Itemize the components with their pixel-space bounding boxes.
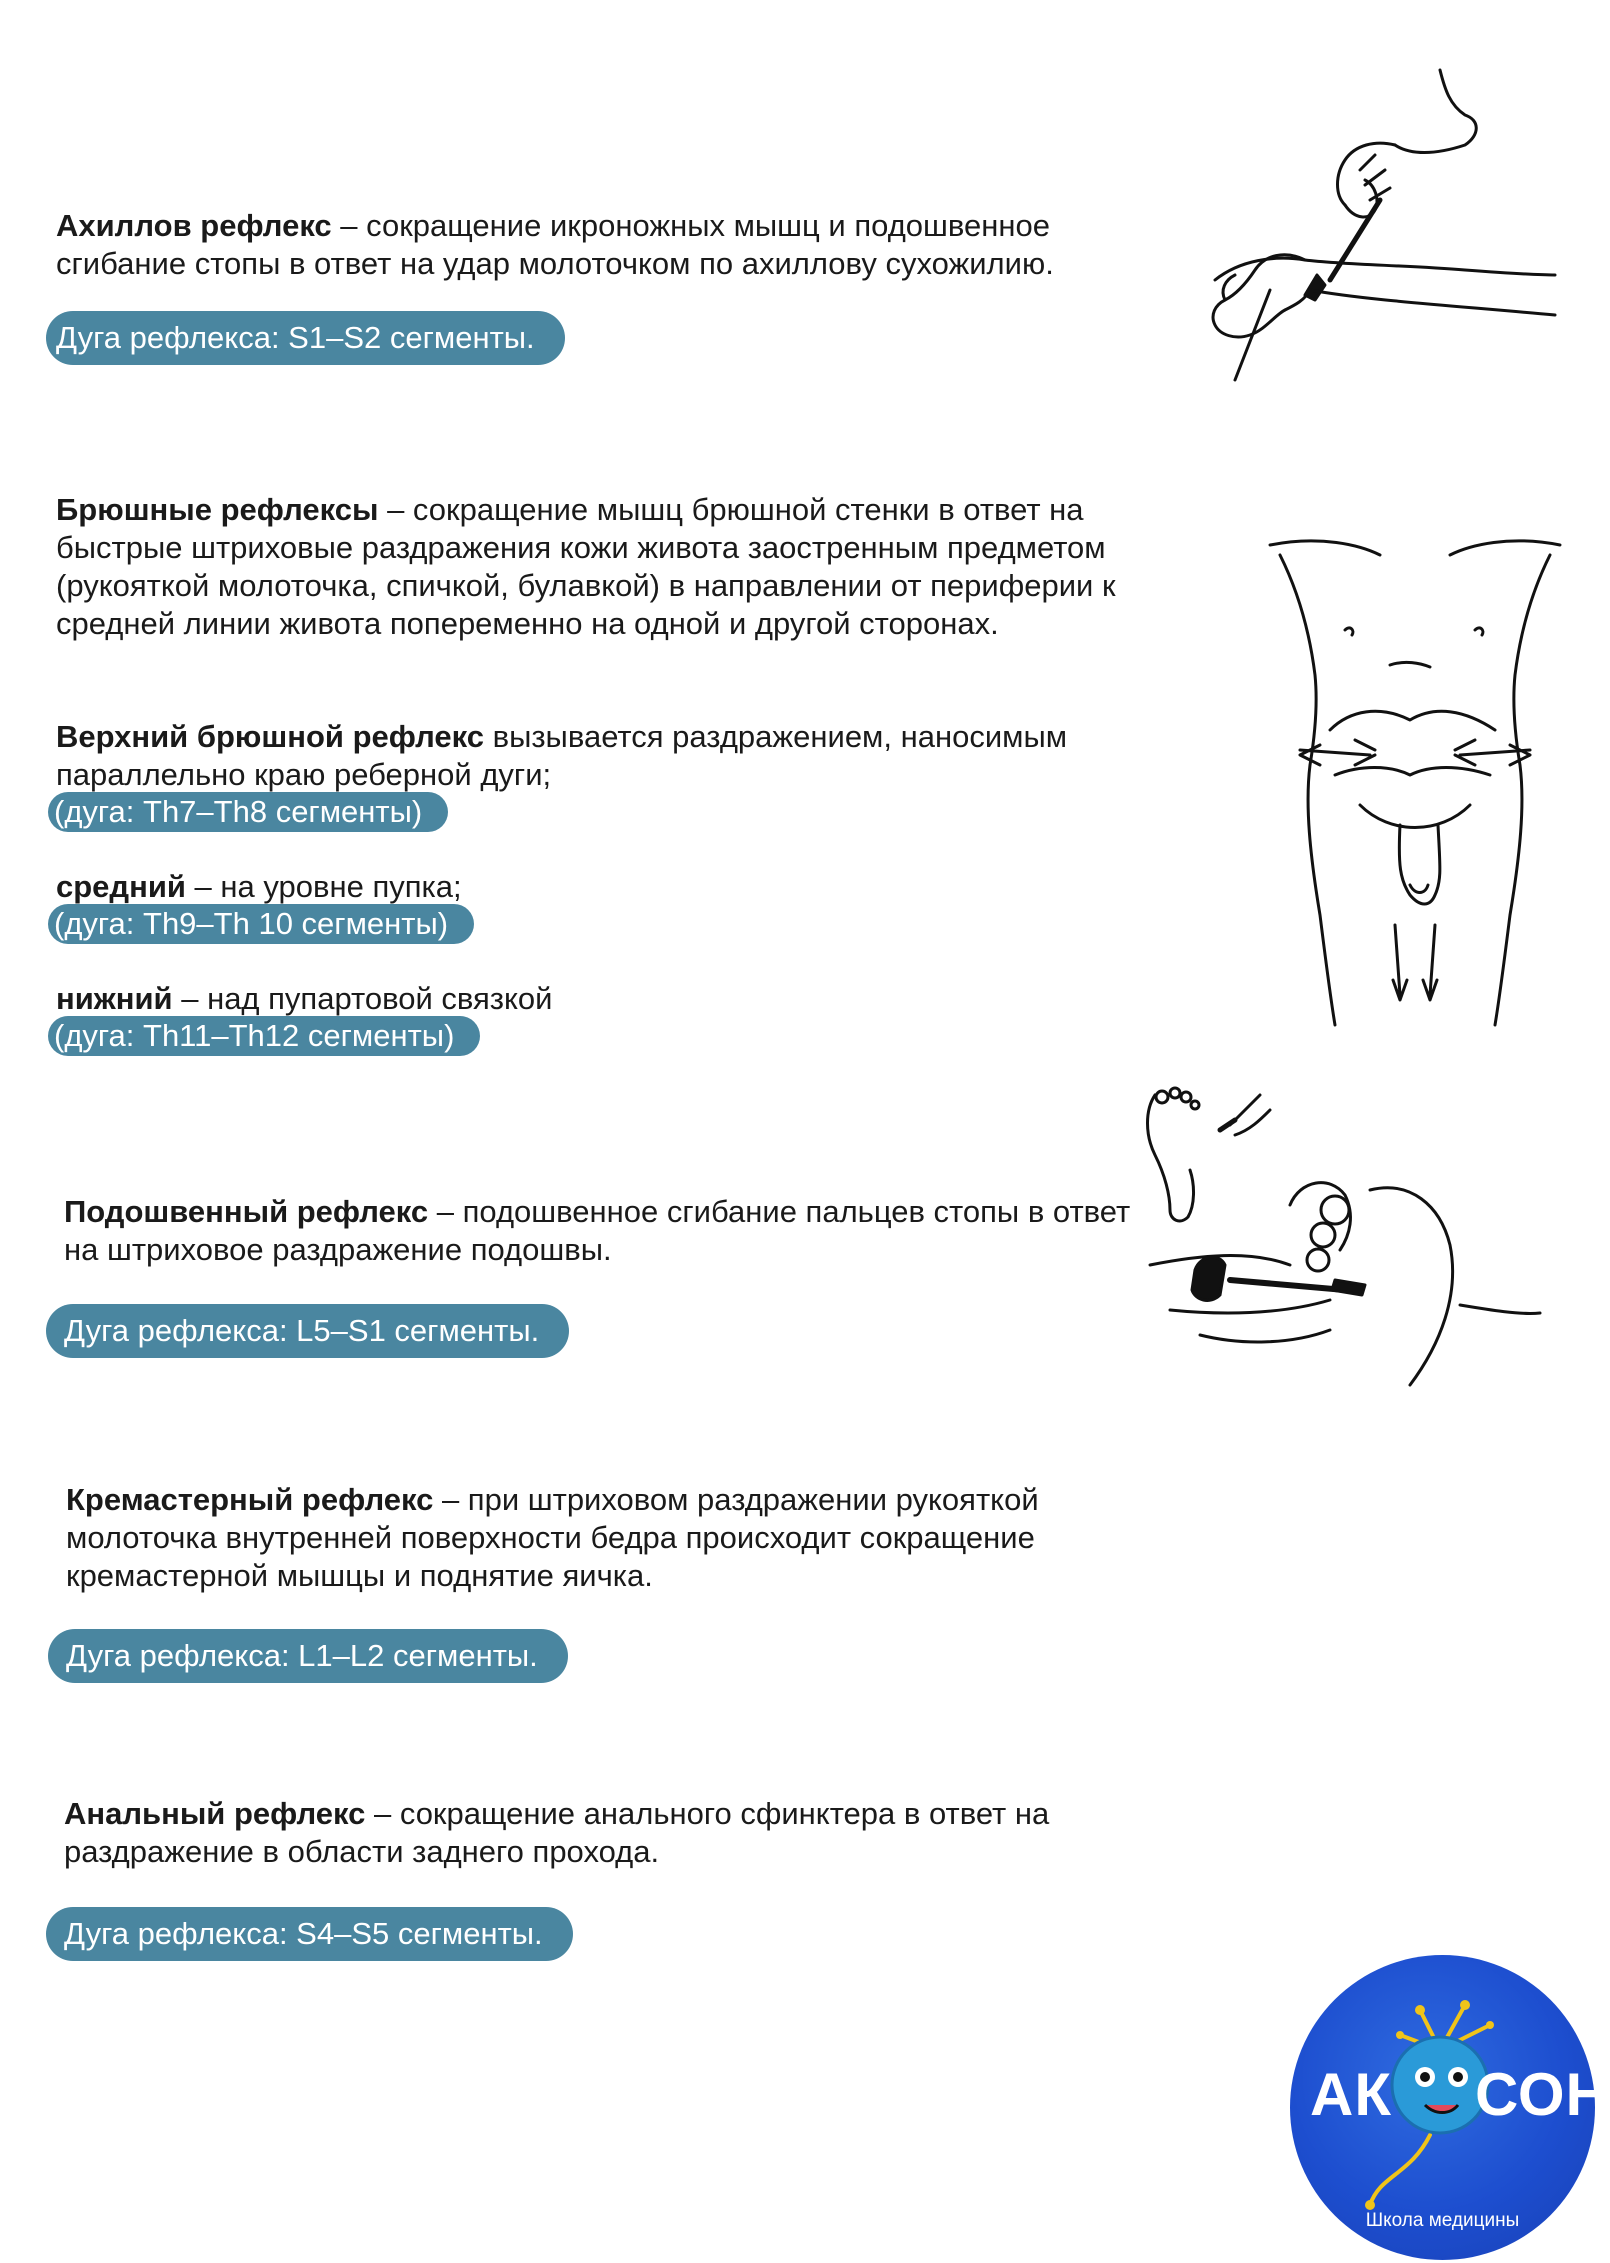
plantar-term: Подошвенный рефлекс — [64, 1194, 429, 1229]
lower-abdominal-description — [56, 980, 1146, 1018]
lower-abdominal-text: – над пупартовой связкой — [172, 981, 553, 1016]
cremaster-description — [66, 1481, 1146, 1595]
upper-abdominal-term: Верхний брюшной рефлекс — [56, 719, 484, 754]
upper-abdominal-text: вызывается раздражением, наносимым параллельно краю реберной дуги; — [56, 719, 1068, 792]
plantar-arc-badge: Дуга рефлекса: L5–S1 сегменты. — [46, 1304, 569, 1358]
lower-abdominal-term: нижний — [56, 981, 173, 1016]
logo-tagline: Школа медицины — [1365, 2210, 1520, 2231]
upper-abdominal-arc-badge: (дуга: Th7–Th8 сегменты) — [48, 792, 448, 832]
logo-word-right: СОН — [1475, 2061, 1610, 2128]
logo-word-left: АК — [1310, 2061, 1392, 2128]
middle-abdominal-text: – на уровне пупка; — [185, 869, 462, 904]
achilles-description — [56, 207, 1146, 283]
abdominal-term: Брюшные рефлексы — [56, 492, 379, 527]
middle-abdominal-arc-badge: (дуга: Th9–Th 10 сегменты) — [48, 904, 474, 944]
abdominal-description — [56, 491, 1146, 643]
upper-abdominal-description — [56, 718, 1146, 794]
achilles-text: – сокращение икроножных мышц и подошвенное сгибание стопы в ответ на удар молоточком по ахиллову сухожилию. — [56, 208, 1054, 281]
abdominal-text: – сокращение мышц брюшной стенки в ответ на быстрые штриховые раздражения кожи живота заостренным предметом (рукояткой молоточка, спичкой, булавкой) в направлении от периферии к средней линии живота попеременно на одной и другой сторонах. — [56, 492, 1116, 641]
anal-arc-badge: Дуга рефлекса: S4–S5 сегменты. — [46, 1907, 573, 1961]
plantar-text: – подошвенное сгибание пальцев стопы в ответ на штриховое раздражение подошвы. — [64, 1194, 1131, 1267]
plantar-description — [64, 1193, 1144, 1269]
cremaster-text: – при штриховом раздражении рукояткой молоточка внутренней поверхности бедра происходит сокращение кремастерной мышцы и поднятие яичка. — [66, 1482, 1039, 1593]
anal-text: – сокращение анального сфинктера в ответ на раздражение в области заднего прохода. — [64, 1796, 1050, 1869]
plantar-illustration — [1140, 1085, 1560, 1405]
middle-abdominal-term: средний — [56, 869, 186, 904]
achilles-arc-badge: Дуга рефлекса: S1–S2 сегменты. — [46, 311, 565, 365]
abdominal-illustration — [1260, 535, 1570, 1035]
cremaster-term: Кремастерный рефлекс — [66, 1482, 434, 1517]
cremaster-arc-badge: Дуга рефлекса: L1–L2 сегменты. — [48, 1629, 568, 1683]
achilles-illustration — [1195, 60, 1575, 440]
middle-abdominal-description — [56, 868, 1146, 906]
anal-description — [64, 1795, 1144, 1871]
anal-term: Анальный рефлекс — [64, 1796, 366, 1831]
akson-logo — [1290, 1955, 1610, 2260]
achilles-term: Ахиллов рефлекс — [56, 208, 332, 243]
lower-abdominal-arc-badge: (дуга: Th11–Th12 сегменты) — [48, 1016, 480, 1056]
